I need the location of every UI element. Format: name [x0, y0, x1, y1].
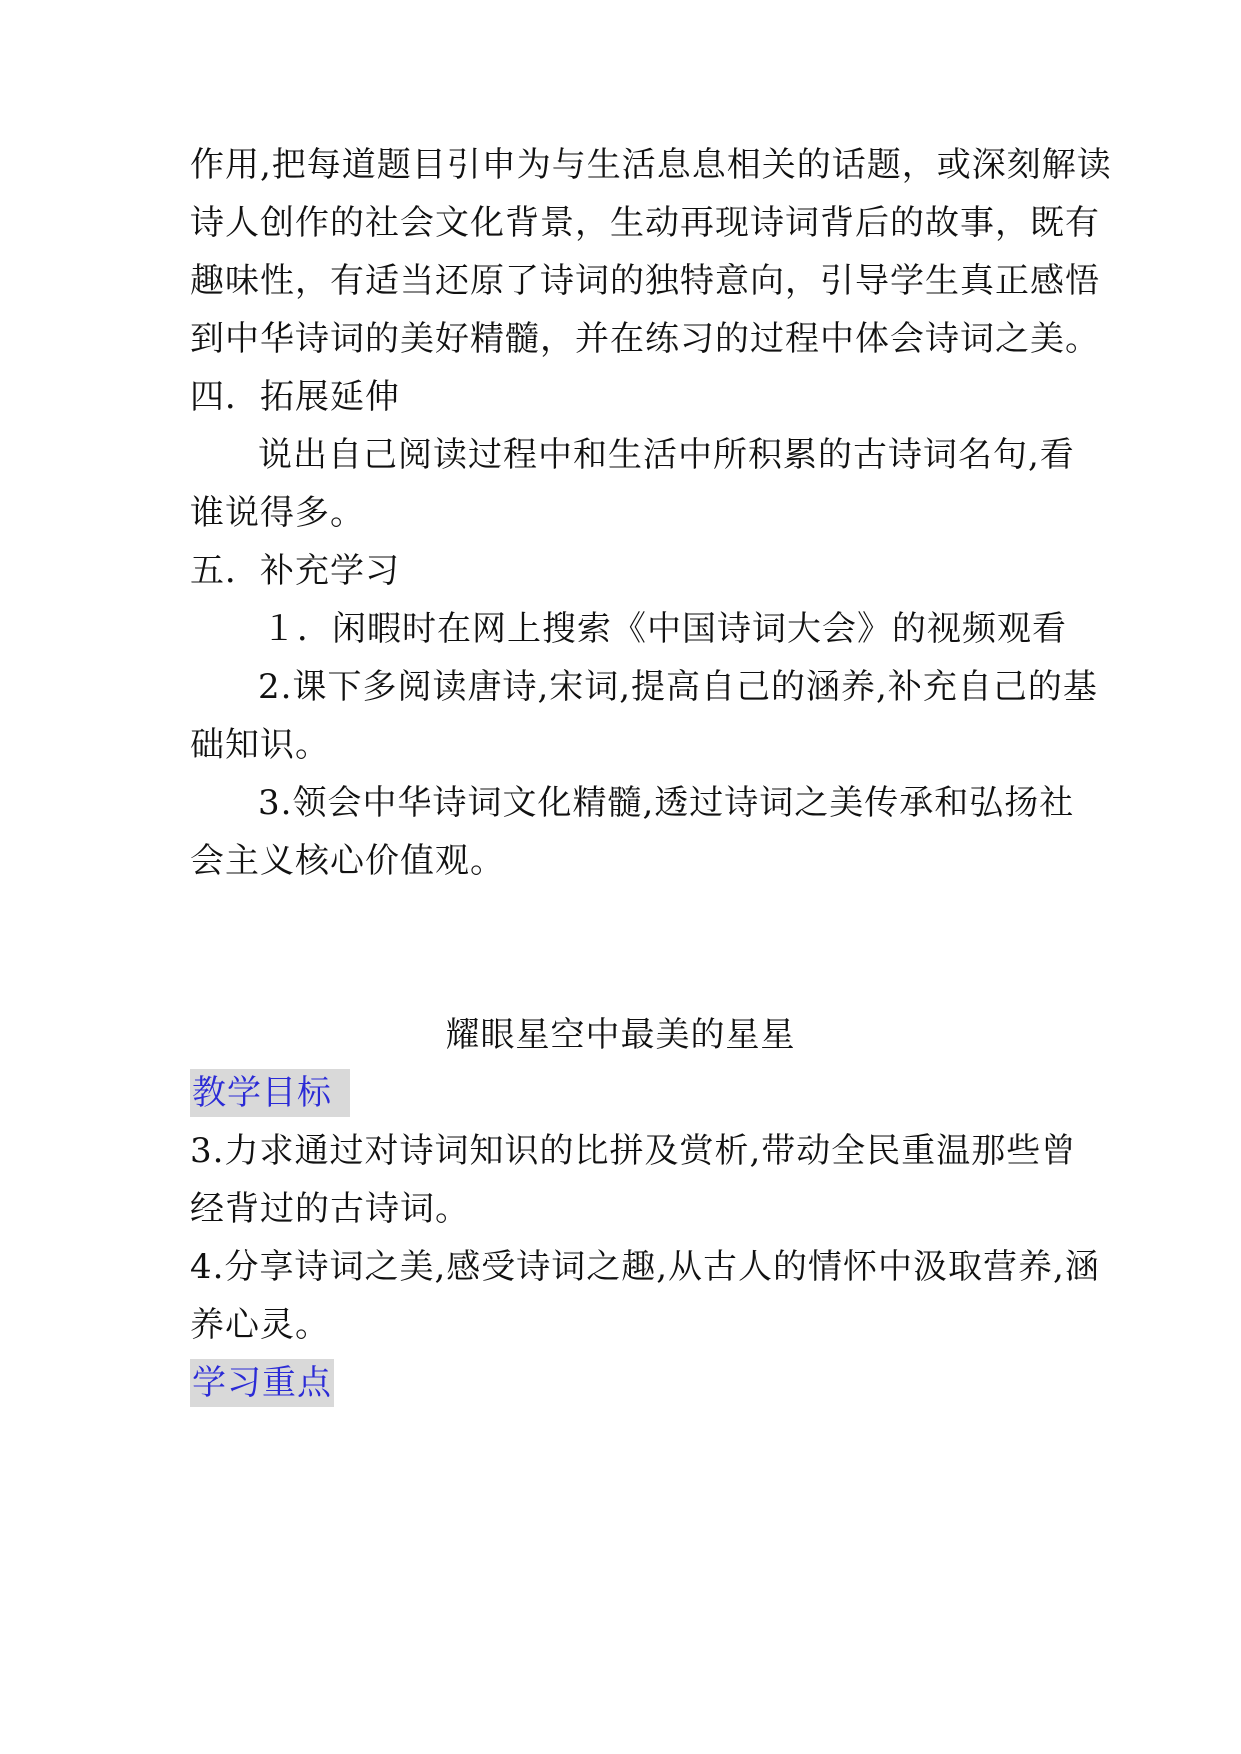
paragraph-line: 诗人创作的社会文化背景，生动再现诗词背后的故事，既有: [190, 203, 1100, 243]
list-item-3: 3.领会中华诗词文化精髓,透过诗词之美传承和弘扬社: [258, 783, 1075, 823]
paragraph-line: 谁说得多。: [190, 493, 365, 533]
list-item-1: １．闲暇时在网上搜索《中国诗词大会》的视频观看: [262, 609, 1067, 649]
focus-heading-line: [190, 1359, 1070, 1407]
lesson-title: 耀眼星空中最美的星星: [445, 1015, 796, 1055]
section-heading-4: 四．拓展延伸: [190, 377, 400, 417]
goal-item-4-continuation: 养心灵。: [190, 1305, 330, 1345]
goal-item-3: 3.力求通过对诗词知识的比拼及赏析,带动全民重温那些曾: [190, 1131, 1077, 1171]
focus-heading: 学习重点: [190, 1359, 334, 1407]
goal-item-3-continuation: 经背过的古诗词。: [190, 1189, 470, 1229]
goals-heading: 教学目标: [190, 1069, 350, 1117]
section-heading-5: 五．补充学习: [190, 551, 400, 591]
list-item-2-continuation: 础知识。: [190, 725, 330, 765]
paragraph-line: 说出自己阅读过程中和生活中所积累的古诗词名句,看: [258, 435, 1075, 475]
paragraph-line: 趣味性，有适当还原了诗词的独特意向，引导学生真正感悟: [190, 261, 1100, 301]
goals-heading-line: [190, 1069, 1070, 1117]
paragraph-line: 到中华诗词的美好精髓，并在练习的过程中体会诗词之美。: [190, 319, 1100, 359]
goal-item-4: 4.分享诗词之美,感受诗词之趣,从古人的情怀中汲取营养,涵: [190, 1247, 1100, 1287]
list-item-2: 2.课下多阅读唐诗,宋词,提高自己的涵养,补充自己的基: [258, 667, 1098, 707]
paragraph-line: 作用,把每道题目引申为与生活息息相关的话题，或深刻解读: [190, 145, 1112, 185]
list-item-3-continuation: 会主义核心价值观。: [190, 841, 505, 881]
